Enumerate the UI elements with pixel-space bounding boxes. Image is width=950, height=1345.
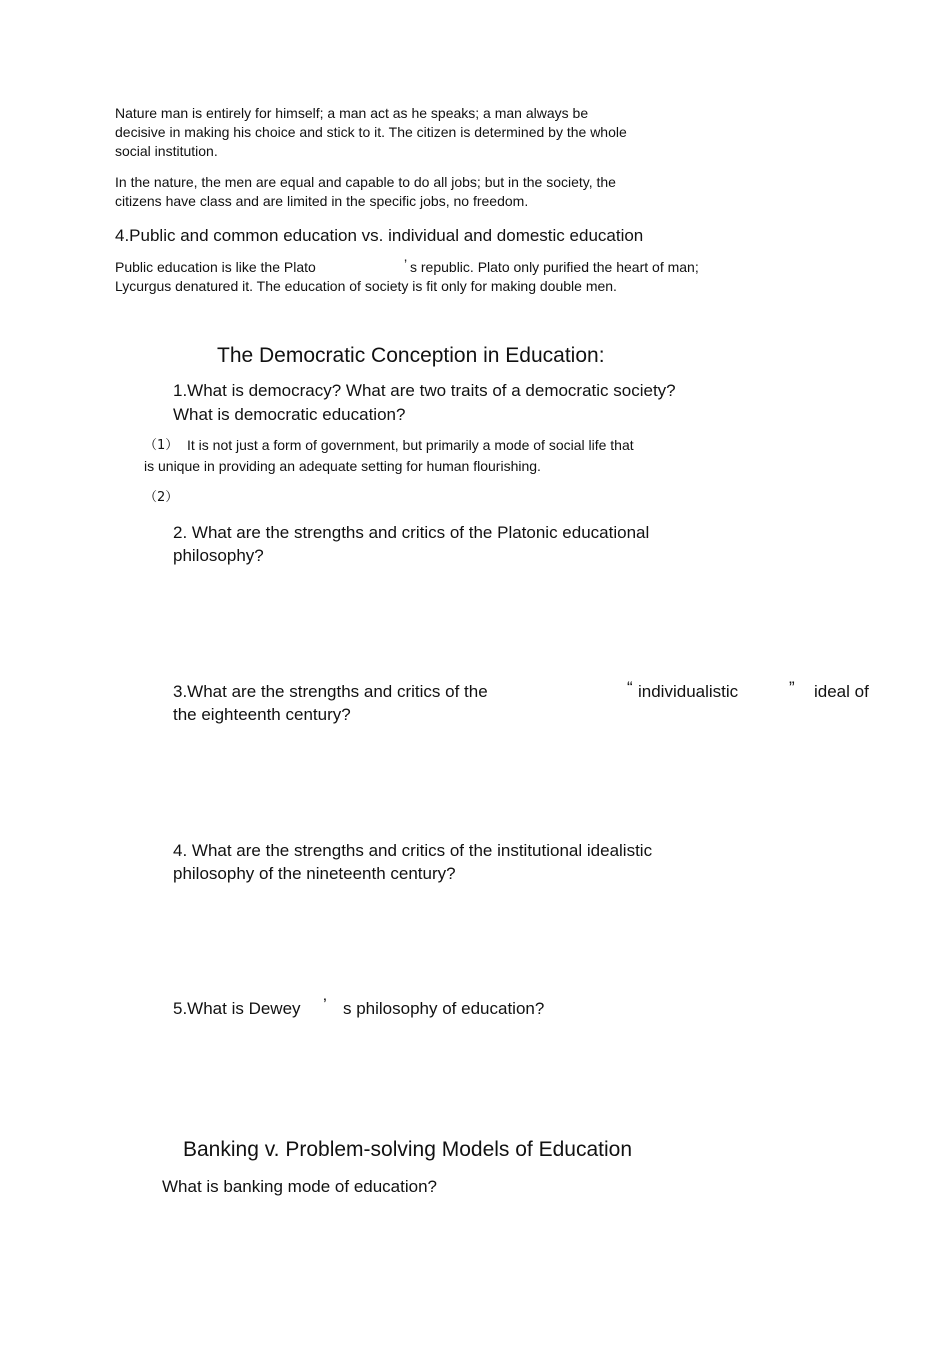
question-5-a: 5.What is Dewey <box>173 999 301 1018</box>
question-3-individualistic: individualistic <box>638 682 739 701</box>
public-education-para-line1-a: Public education is like the Plato <box>115 259 316 275</box>
nature-para1-line3: social institution. <box>115 143 218 159</box>
question-4-line2: philosophy of the nineteenth century? <box>173 864 456 883</box>
banking-models-title: Banking v. Problem-solving Models of Education <box>183 1138 633 1161</box>
question-2-line2: philosophy? <box>173 546 264 565</box>
question-3-line2: the eighteenth century? <box>173 705 351 724</box>
nature-para1-line1: Nature man is entirely for himself; a man act as he speaks; a man always be <box>115 105 589 121</box>
public-education-heading: 4.Public and common education vs. individual and domestic education <box>115 226 644 245</box>
answer-2-marker: （2） <box>144 490 179 505</box>
answer-1-line2: is unique in providing an adequate setting for human flourishing. <box>144 458 541 474</box>
question-4-line1: 4. What are the strengths and critics of the institutional idealistic <box>173 841 653 860</box>
question-5-b: s philosophy of education? <box>343 999 545 1018</box>
question-2-line1: 2. What are the strengths and critics of the Platonic educational <box>173 523 650 542</box>
nature-para2-line2: citizens have class and are limited in the specific jobs, no freedom. <box>115 193 529 209</box>
public-education-para-line1-b: s republic. Plato only purified the heart of man; <box>410 259 699 275</box>
question-5-apostrophe: ’ <box>323 995 327 1014</box>
nature-para2-line1: In the nature, the men are equal and capable to do all jobs; but in the society, the <box>115 174 616 190</box>
question-3-line1-b: ideal of <box>814 682 869 701</box>
public-education-para-line2: Lycurgus denatured it. The education of society is fit only for making double men. <box>115 278 617 294</box>
answer-1-marker: （1） <box>144 438 179 453</box>
question-1-line2: What is democratic education? <box>173 405 406 424</box>
question-3-right-quote: ” <box>789 678 795 697</box>
public-education-apostrophe: ’ <box>404 256 408 272</box>
question-3-line1-a: 3.What are the strengths and critics of the <box>173 682 488 701</box>
banking-question-1: What is banking mode of education? <box>162 1177 438 1196</box>
democratic-conception-title: The Democratic Conception in Education: <box>217 344 605 367</box>
answer-1-line1: It is not just a form of government, but primarily a mode of social life that <box>187 437 634 453</box>
question-3-left-quote: “ <box>627 678 633 697</box>
nature-para1-line2: decisive in making his choice and stick to it. The citizen is determined by the whole <box>115 124 627 140</box>
question-1-line1: 1.What is democracy? What are two traits of a democratic society? <box>173 381 676 400</box>
